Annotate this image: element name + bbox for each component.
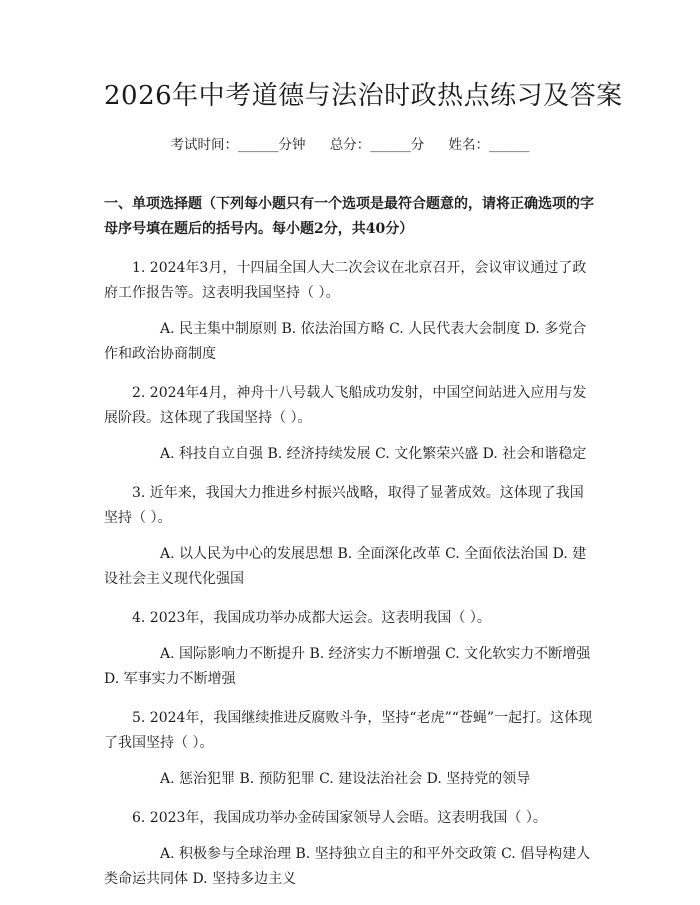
question-stem: 4. 2023年，我国成功举办成都大运会。这表明我国（ ）。 bbox=[132, 610, 491, 626]
exam-time: 考试时间：______分钟 bbox=[170, 137, 306, 153]
question-3 bbox=[104, 481, 596, 592]
total-score: 总分：______分 bbox=[329, 137, 425, 153]
question-stem: 6. 2023年，我国成功举办金砖国家领导人会晤。这表明我国（ ）。 bbox=[132, 810, 547, 826]
question-stem: 5. 2024年，我国继续推进反腐败斗争，坚持“老虎”“苍蝇”一起打。这体现了我国坚持（ ）。 bbox=[104, 710, 593, 751]
question-2 bbox=[104, 381, 596, 467]
question-options: A. 国际影响力不断提升 B. 经济实力不断增强 C. 文化软实力不断增强 D. 军事实力不断增强 bbox=[104, 646, 591, 687]
question-4 bbox=[104, 606, 596, 692]
question-options: A. 科技自立自强 B. 经济持续发展 C. 文化繁荣兴盛 D. 社会和谐稳定 bbox=[160, 446, 587, 462]
question-5 bbox=[104, 706, 596, 792]
question-options: A. 以人民为中心的发展思想 B. 全面深化改革 C. 全面依法治国 D. 建设社会主义现代化强国 bbox=[104, 546, 587, 587]
page-title: 2026年中考道德与法治时政热点练习及答案 bbox=[104, 81, 623, 111]
student-name: 姓名：______ bbox=[448, 137, 530, 153]
question-options: A. 民主集中制原则 B. 依法治国方略 C. 人民代表大会制度 D. 多党合作和政治协商制度 bbox=[104, 321, 587, 362]
question-options: A. 积极参与全球治理 B. 坚持独立自主的和平外交政策 C. 倡导构建人类命运共同体 D. 坚持多边主义 bbox=[104, 846, 591, 887]
question-1 bbox=[104, 256, 596, 367]
question-stem: 3. 近年来，我国大力推进乡村振兴战略，取得了显著成效。这体现了我国坚持（ ）。 bbox=[104, 485, 584, 526]
exam-meta bbox=[104, 134, 596, 156]
section-title-single-choice: 一、单项选择题（下列每小题只有一个选项是最符合题意的，请将正确选项的字母序号填在题后的括号内。每小题2分，共40分） bbox=[104, 196, 594, 237]
question-stem: 2. 2024年4月，神舟十八号载人飞船成功发射，中国空间站进入应用与发展阶段。这体现了我国坚持（ ）。 bbox=[104, 385, 587, 426]
question-options: A. 惩治犯罪 B. 预防犯罪 C. 建设法治社会 D. 坚持党的领导 bbox=[160, 771, 531, 787]
question-stem: 1. 2024年3月，十四届全国人大二次会议在北京召开，会议审议通过了政府工作报告等。这表明我国坚持（ ）。 bbox=[104, 260, 587, 301]
question-6 bbox=[104, 806, 596, 892]
